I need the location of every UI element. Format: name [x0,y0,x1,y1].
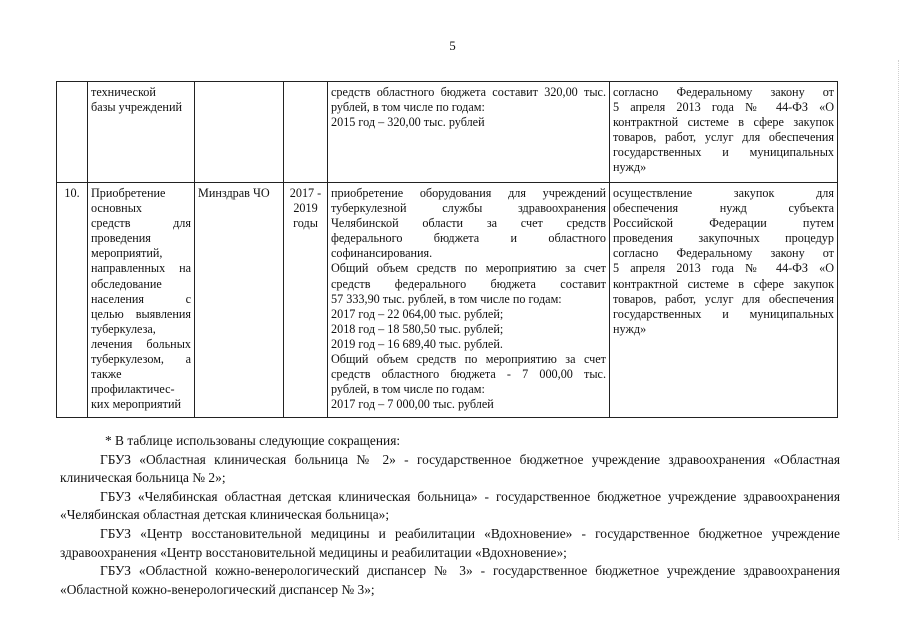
activity-title-line: основных [91,201,142,216]
activity-title-line: Приобретение [91,186,166,200]
page-number: 5 [449,38,456,53]
activity-title-line: проведения [91,231,151,246]
years-line: 2019 [293,201,318,216]
funding-cell [328,82,610,183]
procurement-line: согласно Федеральному закону от [613,246,834,261]
funding-line: 57 333,90 тыс. рублей, в том числе по годам: [331,291,562,306]
activity-title-line: средств для [91,216,191,231]
funding-line: софинансирования. [331,246,433,261]
row-number-cell: 10. [57,183,88,418]
years-cell [284,82,328,183]
funding-line: рублей, в том числе по годам: [331,382,485,397]
executor-cell: Минздрав ЧО [195,183,284,418]
procurement-line: государственных и муниципальных [613,306,834,321]
activity-title-line: технической [91,85,156,99]
funding-line: Общий объем средств по мероприятию за счет [331,352,606,367]
procurement-line: контрактной системе в сфере закупок [613,115,834,130]
funding-line: рублей, в том числе по годам: [331,100,485,115]
activity-title-line: целью выявления [91,306,191,321]
funding-line: Челябинской области за счет средств [331,216,606,231]
procurement-line: нужд» [613,321,647,336]
funding-line: средств областного бюджета составит 320,00 тыс. [331,85,606,99]
funding-line: средств федерального бюджета составит [331,276,606,291]
table-row [57,82,838,183]
activity-title-line: направленных на [91,261,191,276]
procurement-line: контрактной системе в сфере закупок [613,276,834,291]
years-cell [284,183,328,418]
abbreviation-entry: ГБУЗ «Областная клиническая больница № 2» - государственное бюджетное учреждение здравоохранения «Областная клиническая больница № 2»; [60,451,840,486]
procurement-line: 5 апреля 2013 года № 44-ФЗ «О [613,261,834,276]
abbreviations-notes [60,432,840,599]
procurement-line: товаров, работ, услуг для обеспечения [613,291,834,306]
notes-heading: * В таблице использованы следующие сокращения: [105,433,401,448]
activity-title-line: туберкулеза, [91,321,156,336]
procurement-line: обеспечения нужд субъекта [613,201,834,216]
activity-title-line: мероприятий, [91,246,163,261]
activity-title-line: туберкулезом, а [91,352,191,367]
years-line: годы [293,216,318,231]
years-line: 2017 - [289,186,322,200]
funding-line: 2017 год – 22 064,00 тыс. рублей; [331,306,504,321]
table-row [57,183,838,418]
activity-title-line: обследование [91,276,162,291]
procurement-line: проведения закупочных процедур [613,231,834,246]
procurement-line: нужд» [613,160,647,175]
funding-line: средств областного бюджета - 7 000,00 тыс. [331,367,606,382]
funding-line: 2018 год – 18 580,50 тыс. рублей; [331,321,504,336]
activity-title-line: ких мероприятий [91,397,182,412]
procurement-cell [610,183,838,418]
procurement-line: Российской Федерации путем [613,216,834,231]
activity-title-line: профилактичес- [91,382,175,397]
abbreviation-entry: ГБУЗ «Челябинская областная детская клиническая больница» - государственное бюджетное учреждение здравоохранения «Челябинская областная детская клиническая больница»; [60,488,840,523]
procurement-line: товаров, работ, услуг для обеспечения [613,130,834,145]
procurement-line: 5 апреля 2013 года № 44-ФЗ «О [613,100,834,115]
funding-line: туберкулезной службы здравоохранения [331,201,606,216]
activity-title-cell [88,183,195,418]
funding-line: 2017 год – 7 000,00 тыс. рублей [331,397,494,412]
activity-title-line: также [91,367,122,382]
procurement-cell [610,82,838,183]
funding-line: 2015 год – 320,00 тыс. рублей [331,115,485,130]
activity-title-cell [88,82,195,183]
abbreviation-entry: ГБУЗ «Областной кожно-венерологический диспансер № 3» - государственное бюджетное учреждение здравоохранения «Областной кожно-венерологический диспансер № 3»; [60,563,840,597]
row-number-cell [57,82,88,183]
scan-edge-marks [892,60,899,540]
procurement-line: согласно Федеральному закону от [613,85,834,99]
funding-line: 2019 год – 16 689,40 тыс. рублей. [331,336,503,351]
procurement-line: осуществление закупок для [613,186,834,200]
program-activities-table [56,81,838,418]
funding-cell [328,183,610,418]
funding-line: федерального бюджета и областного [331,231,606,246]
activity-title-line: населения с [91,291,191,306]
procurement-line: государственных и муниципальных [613,145,834,160]
activity-title-line: базы учреждений [91,100,182,115]
funding-line: приобретение оборудования для учреждений [331,186,606,200]
activity-title-line: лечения больных [91,336,191,351]
funding-line: Общий объем средств по мероприятию за счет [331,261,606,276]
abbreviation-entry: ГБУЗ «Центр восстановительной медицины и реабилитации «Вдохновение» - государственное бюджетное учреждение здравоохранения «Центр восстановительной медицины и реабилитации «Вдохновение»; [60,525,840,560]
executor-cell [195,82,284,183]
